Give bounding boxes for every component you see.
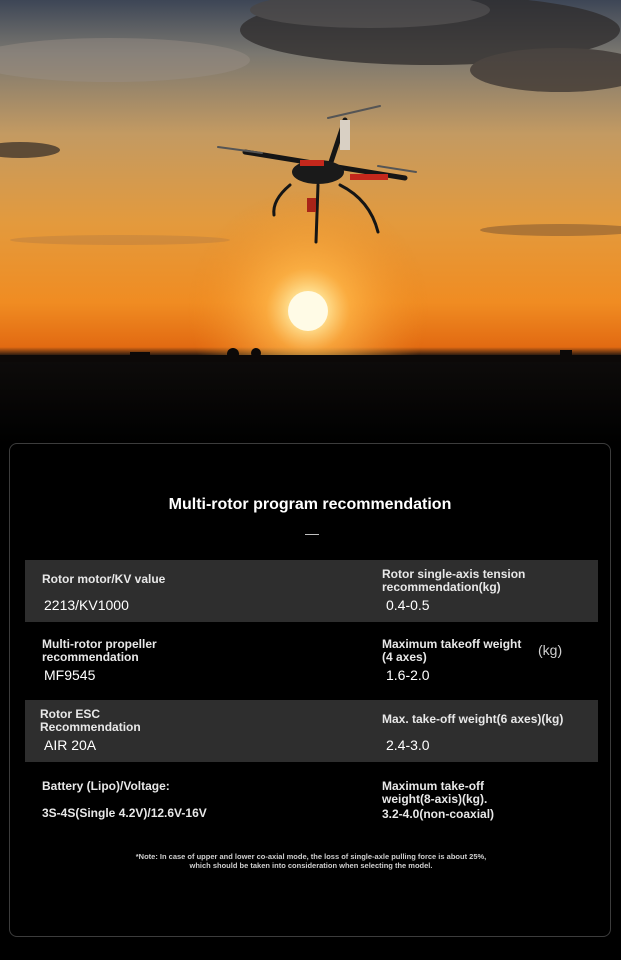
- spec-value: 3S-4S(Single 4.2V)/12.6V-16V: [42, 806, 207, 820]
- spec-row-4: [25, 770, 598, 850]
- title-divider: [305, 534, 319, 535]
- spec-label: Battery (Lipo)/Voltage:: [42, 779, 170, 793]
- recommendation-panel: [9, 443, 611, 937]
- spec-label: Rotor ESC Recommendation: [40, 707, 141, 734]
- panel-title: Multi-rotor program recommendation: [168, 496, 452, 513]
- spec-value: MF9545: [44, 667, 96, 683]
- hero-image: [0, 0, 621, 445]
- spec-label: Multi-rotor propeller recommendation: [42, 637, 157, 664]
- spec-label: Maximum take-off weight(8-axis)(kg).: [382, 779, 488, 806]
- spec-unit: (kg): [538, 642, 563, 658]
- spec-row-3: [25, 700, 598, 762]
- spec-label: Rotor single-axis tension recommendation(kg): [382, 567, 526, 594]
- spec-value: 2213/KV1000: [44, 597, 129, 613]
- sun-icon: [288, 291, 328, 331]
- drone-sunset-illustration: [0, 0, 621, 445]
- spec-value: 3.2-4.0(non-coaxial): [382, 807, 495, 821]
- spec-label: Max. take-off weight(6 axes)(kg): [382, 712, 564, 726]
- footnote: *Note: In case of upper and lower co-axial mode, the loss of single-axle pulling force is about 25%, which should be taken into consideration when selecting the model.: [135, 852, 487, 870]
- spec-value: 2.4-3.0: [386, 737, 430, 753]
- spec-label: Rotor motor/KV value: [42, 572, 166, 586]
- spec-value: 0.4-0.5: [386, 597, 430, 613]
- spec-row-2: [25, 630, 598, 692]
- spec-value: AIR 20A: [44, 737, 97, 753]
- spec-value: 1.6-2.0: [386, 667, 430, 683]
- spec-row-1: [25, 560, 598, 622]
- spec-label: Maximum takeoff weight (4 axes): [382, 637, 522, 664]
